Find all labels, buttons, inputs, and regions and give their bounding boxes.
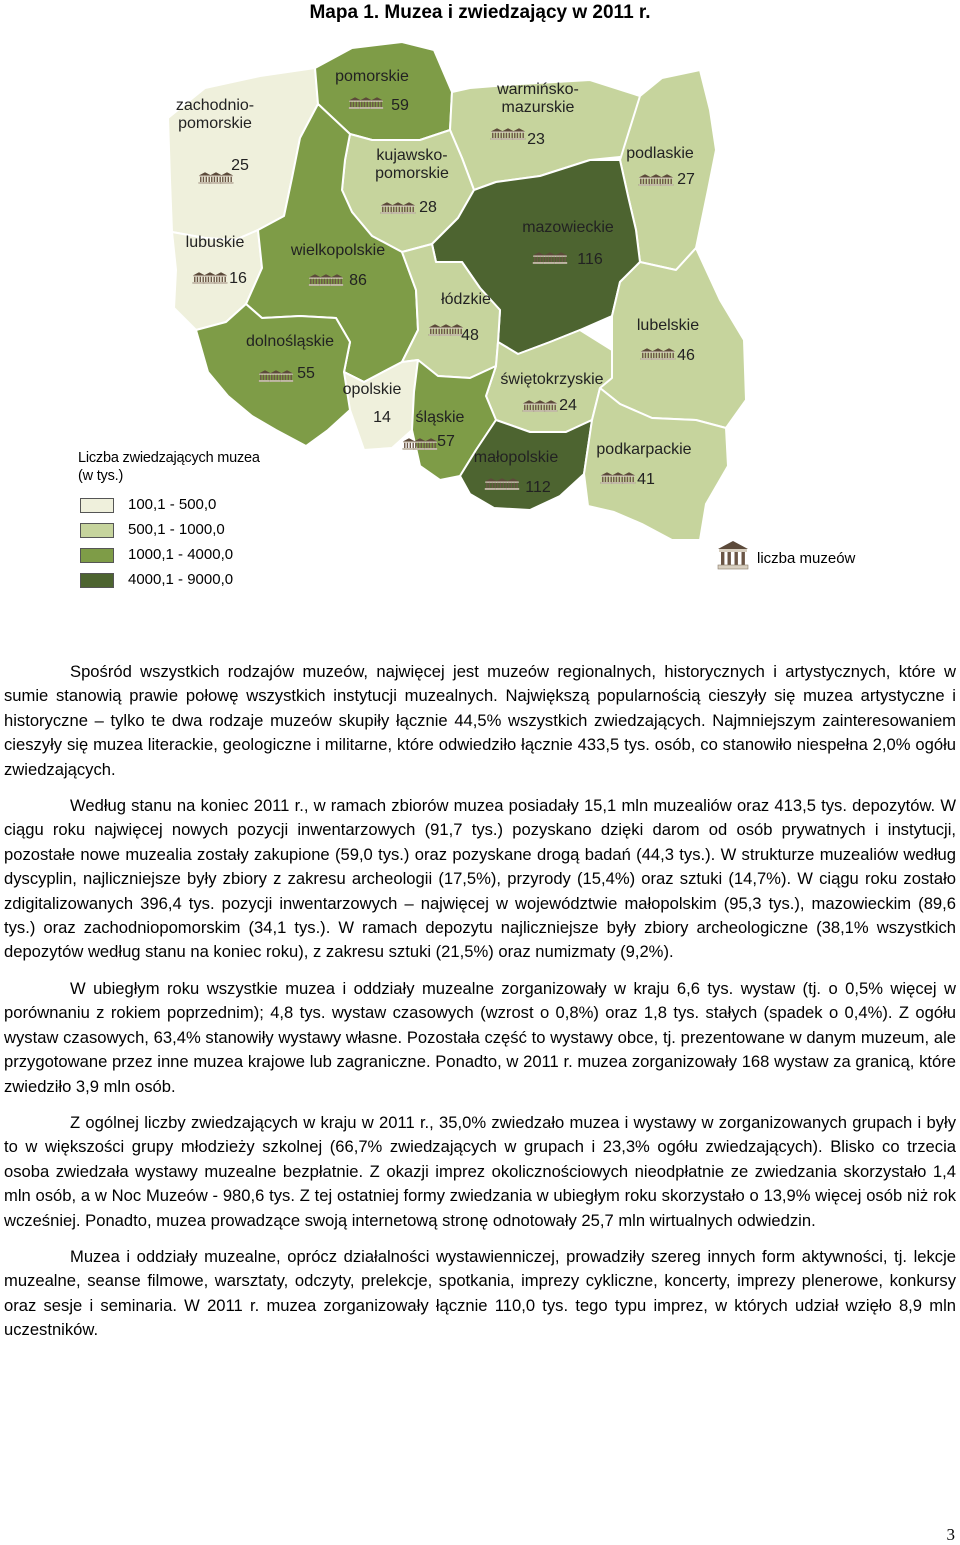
museum-count-label: 86 (349, 272, 367, 289)
body-text (4, 660, 956, 1355)
museum-count-label: 116 (577, 251, 603, 268)
paragraph: Spośród wszystkich rodzajów muzeów, najwięcej jest muzeów regionalnych, historycznych i artystycznych, które w sumie stanowią prawie połowę wszystkich instytucji muzealnych. Największą popularnością cieszyły się muzea artystyczne i historyczne – tylko te dwa rodzaje muzeów skupiły łącznie 44,5% wszystkich zwiedzających. Najmniejszym zainteresowaniem cieszyły się muzea literackie, geologiczne i militarne, które odwiedziło łącznie 433,5 tys. osób, co stanowiło niespełna 2,0% ogółu zwiedzających. (4, 662, 956, 779)
paragraph: Z ogólnej liczby zwiedzających w kraju w 2011 r., 35,0% zwiedzało muzea i wystawy w zorganizowanych grupach i były to w większości grupy młodzieży szkolnej (66,7% zwiedzających w grupach i 23,3% ogółu zwiedzających). Blisko co trzecia osoba zwiedzała wystawy muzealne bezpłatnie. Z okazji imprez okolicznościowych nieodpłatnie ze zwiedzania skorzystało 1,4 mln osób, a w Noc Muzeów - 980,6 tys. Z tej ostatniej formy zwiedzania w ubiegłym roku skorzystało o 13,9% więcej osób niż rok wcześniej. Ponadto, muzea prowadzące swoją internetową stronę odnotowały 25,7 mln wirtualnych odwiedzin. (4, 1112, 956, 1230)
museum-count-label: 23 (527, 131, 545, 148)
region-name-label: zachodnio-pomorskie (175, 97, 255, 132)
map-title: Mapa 1. Muzea i zwiedzający w 2011 r. (309, 2, 651, 23)
museum-count-label: 25 (231, 157, 249, 174)
region-name-label: warmińsko-mazurskie (497, 81, 579, 116)
museum-count-label: 24 (559, 397, 577, 414)
museum-legend-label: liczba muzeów (757, 550, 856, 567)
legend-swatch (80, 573, 114, 588)
region-name-label: opolskie (342, 381, 402, 398)
region-name-label: podkarpackie (596, 441, 692, 458)
legend-label: 100,1 - 500,0 (128, 496, 217, 513)
region-name-label: kujawsko-pomorskie (375, 147, 449, 182)
paragraph: Muzea i oddziały muzealne, oprócz działalności wystawienniczej, prowadziły szereg innych form aktywności, tj. lekcje muzealne, seanse filmowe, warsztaty, odczyty, prelekcje, spotkania, imprezy cykliczne, koncerty, imprezy plenerowe, konkursy oraz sesje i seminaria. W 2011 r. muzea zorganizowały łącznie 110,0 tys. tego typu imprez, w których udział wzięło 8,9 mln uczestników. (4, 1246, 956, 1340)
museum-count-legend (713, 538, 856, 568)
region-name-label: podlaskie (626, 145, 694, 162)
voivodeship-map (0, 0, 960, 640)
page-number: 3 (946, 1525, 955, 1544)
region-name-label: śląskie (415, 409, 465, 426)
museum-count-label: 41 (637, 471, 655, 488)
museum-count-label: 28 (419, 199, 437, 216)
legend-swatch (80, 523, 114, 538)
paragraph: Według stanu na koniec 2011 r., w ramach zbiorów muzea posiadały 15,1 mln muzealiów oraz 413,5 tys. depozytów. W ciągu roku najwięcej nowych pozycji inwentarzowych (91,7 tys.) pozyskano dzięki darom od osób prywatnych i instytucji, pozostałe nowe muzealia zostały zakupione (59,0 tys.) oraz pozyskane drogą badań (44,3 tys.). W strukturze muzealiów według dyscyplin, najliczniejsze były zbiory z zakresu archeologii (17,5%), przyrody (15,4%) oraz sztuki (14,7%). W ciągu roku zostało zdigitalizowanych 396,4 tys. pozycji inwentarzowych – najwięcej w województwie małopolskim (95,3 tys.), mazowieckim (89,6 tys.) oraz zachodniopomorskim (34,1 tys.). W ramach depozytu najliczniejsze były zbiory archeologiczne (38,1% wszystkich depozytów według stanu na koniec roku), z zakresu sztuki (21,5%) oraz numizmaty (9,2%). (4, 796, 956, 962)
region-name-label: lubelskie (636, 317, 700, 334)
museum-count-label: 48 (461, 327, 479, 344)
legend-label: 500,1 - 1000,0 (128, 521, 225, 538)
museum-count-label: 57 (437, 433, 455, 450)
legend-label: 4000,1 - 9000,0 (128, 571, 234, 588)
museum-building-icon (713, 538, 753, 572)
museum-count-label: 14 (373, 409, 391, 426)
region-name-label: dolnośląskie (245, 333, 335, 350)
legend-label: 1000,1 - 4000,0 (128, 546, 234, 563)
legend-swatch (80, 498, 114, 513)
region-name-label: lubuskie (185, 234, 245, 251)
museum-count-label: 16 (229, 270, 247, 287)
legend-swatch (80, 548, 114, 563)
map-svg (0, 0, 960, 640)
legend-title: Liczba zwiedzających muzea (w tys.) (78, 450, 260, 484)
museum-count-label: 55 (297, 365, 315, 382)
museum-count-label: 112 (525, 479, 551, 496)
region-name-label: małopolskie (473, 449, 559, 466)
paragraph: W ubiegłym roku wszystkie muzea i oddziały muzealne zorganizowały w kraju 6,6 tys. wystaw (tj. o 0,5% więcej w porównaniu z rokiem poprzednim); 4,8 tys. wystaw czasowych (wzrost o 0,8%) oraz 1,8 tys. stałych (spadek o 0,4%). Z ogółu wystaw czasowych, 63,4% stanowiły wystawy własne. Pozostała część to wystawy obce, tj. prezentowane w danym muzeum, ale przygotowane przez inne muzea krajowe lub zagraniczne. Ponadto, w 2011 r. muzea zorganizowały 168 wystaw za granicą, które zwiedziło 3,9 mln osób. (4, 978, 956, 1096)
region-name-label: mazowieckie (522, 219, 614, 236)
museum-count-label: 46 (677, 347, 695, 364)
region-name-label: świętokrzyskie (500, 371, 604, 388)
museum-count-label: 27 (677, 171, 695, 188)
region-name-label: łódzkie (441, 291, 491, 308)
region-name-label: pomorskie (335, 68, 409, 85)
museum-count-label: 59 (391, 97, 409, 114)
region-name-label: wielkopolskie (290, 242, 386, 259)
